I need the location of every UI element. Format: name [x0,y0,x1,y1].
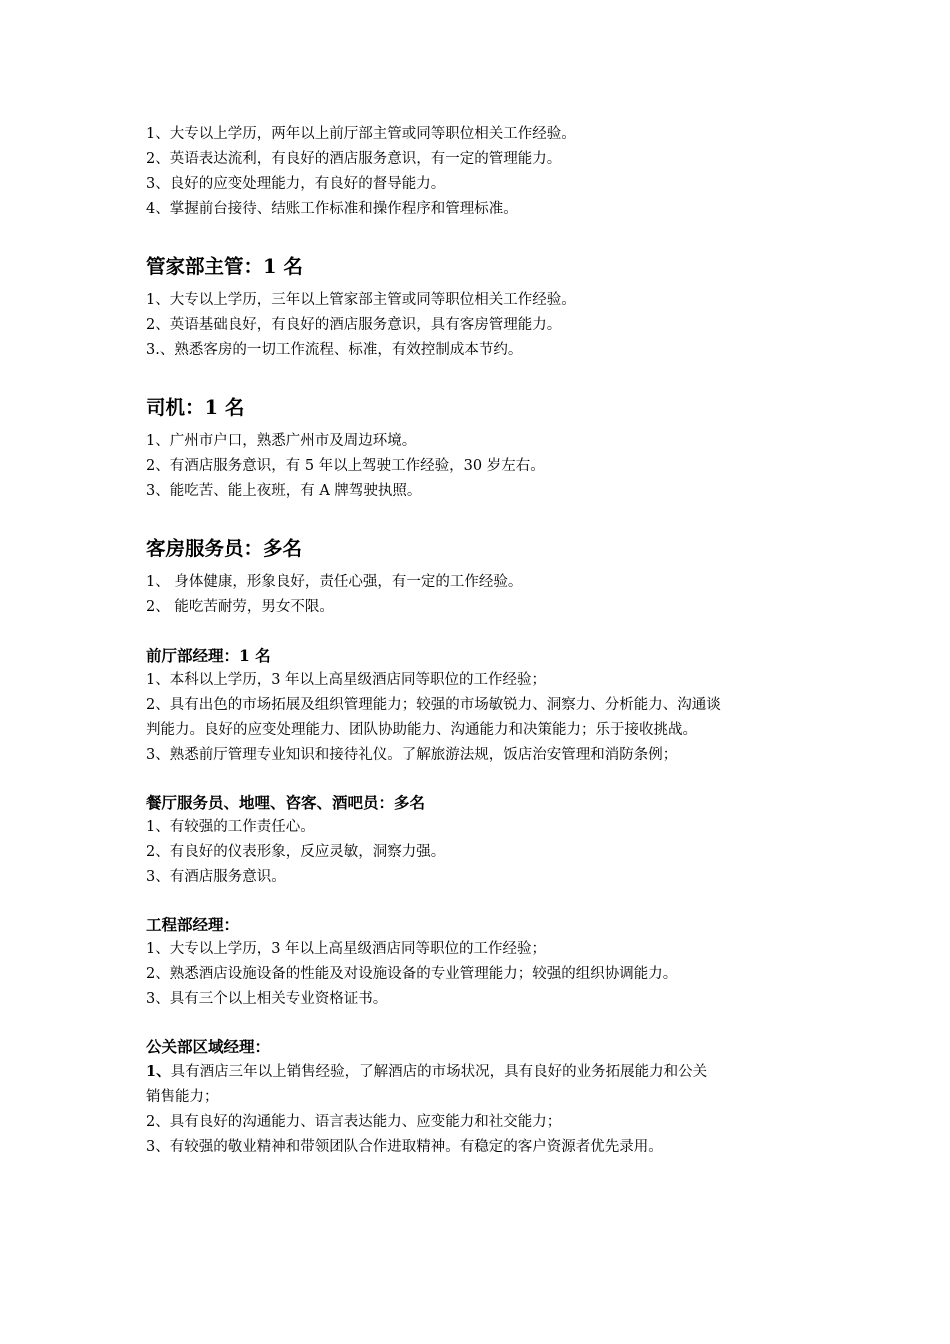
section-engineering [146,912,826,1012]
list-item [146,1059,826,1085]
spacer [146,620,826,643]
spacer [146,1012,826,1034]
spacer [146,504,826,534]
section-intro [146,122,826,222]
list-item: 3、具有三个以上相关专业资格证书。 [146,991,388,1007]
list-item: 3、良好的应变处理能力，有良好的督导能力。 [146,176,446,192]
section-heading: 餐厅服务员、地哩、咨客、酒吧员：多名 [146,793,426,812]
list-item: 2、具有出色的市场拓展及组织管理能力；较强的市场敏锐力、洞察力、分析能力、沟通谈 [146,697,721,713]
list-item: 2、 能吃苦耐劳，男女不限。 [146,599,334,615]
section-housekeeping [146,252,826,363]
list-text: 具有酒店三年以上销售经验，了解酒店的市场状况，具有良好的业务拓展能力和公关 [170,1064,708,1080]
section-heading: 公关部区域经理： [146,1037,271,1056]
list-item: 4、掌握前台接待、结账工作标准和操作程序和管理标准。 [146,201,518,217]
spacer [146,222,826,252]
list-item: 3.、熟悉客房的一切工作流程、标准，有效控制成本节约。 [146,342,523,358]
list-number: 1、 [146,1063,171,1080]
spacer [146,768,826,790]
section-front-manager [146,643,826,768]
list-item: 1、本科以上学历，3 年以上高星级酒店同等职位的工作经验； [146,672,547,688]
section-room-attendant [146,534,826,620]
list-item: 3、有较强的敬业精神和带领团队合作进取精神。有稳定的客户资源者优先录用。 [146,1139,663,1155]
list-item: 2、英语基础良好，有良好的酒店服务意识，具有客房管理能力。 [146,317,562,333]
list-item: 3、能吃苦、能上夜班，有 A 牌驾驶执照。 [146,483,422,499]
list-item: 2、具有良好的沟通能力、语言表达能力、应变能力和社交能力； [146,1114,562,1130]
list-item: 3、熟悉前厅管理专业知识和接待礼仪。了解旅游法规，饭店治安管理和消防条例； [146,747,678,763]
list-item: 1、广州市户口，熟悉广州市及周边环境。 [146,433,417,449]
list-item-continuation: 销售能力； [146,1089,219,1105]
list-item: 1、大专以上学历，三年以上管家部主管或同等职位相关工作经验。 [146,292,576,308]
list-item: 2、有酒店服务意识，有 5 年以上驾驶工作经验，30 岁左右。 [146,458,545,474]
list-item: 2、熟悉酒店设施设备的性能及对设施设备的专业管理能力；较强的组织协调能力。 [146,966,678,982]
section-pr [146,1034,826,1160]
list-item: 判能力。良好的应变处理能力、团队协助能力、沟通能力和决策能力；乐于接收挑战。 [146,722,697,738]
document-page [146,122,826,1160]
list-item: 2、英语表达流利，有良好的酒店服务意识，有一定的管理能力。 [146,151,562,167]
list-item: 1、 身体健康，形象良好，责任心强，有一定的工作经验。 [146,574,523,590]
section-heading: 前厅部经理：1 名 [146,646,271,665]
section-heading: 工程部经理： [146,915,240,934]
list-item: 1、有较强的工作责任心。 [146,819,315,835]
spacer [146,363,826,393]
section-restaurant [146,790,826,890]
list-item: 2、有良好的仪表形象，反应灵敏，洞察力强。 [146,844,446,860]
list-item: 1、大专以上学历，3 年以上高星级酒店同等职位的工作经验； [146,941,547,957]
spacer [146,890,826,912]
section-heading: 管家部主管：1 名 [146,255,303,278]
section-heading: 客房服务员：多名 [146,537,303,560]
list-item: 1、大专以上学历，两年以上前厅部主管或同等职位相关工作经验。 [146,126,576,142]
list-item: 3、有酒店服务意识。 [146,869,286,885]
section-driver [146,393,826,504]
section-heading: 司机：1 名 [146,396,245,419]
